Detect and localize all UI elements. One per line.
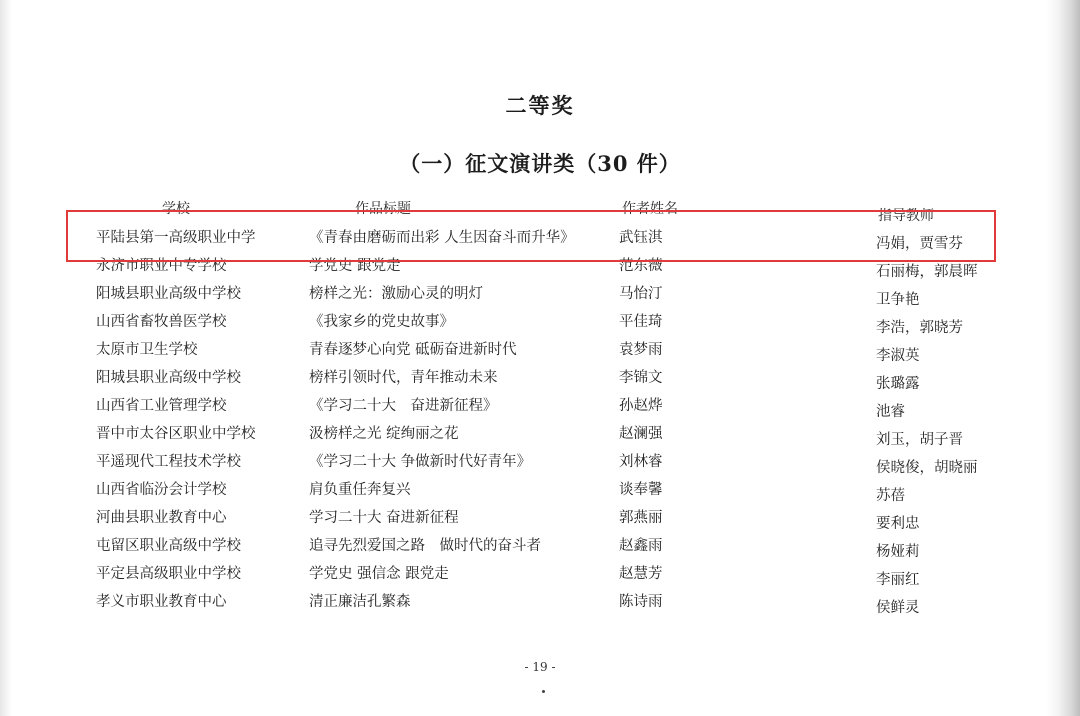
award-table <box>0 226 1080 618</box>
cell-author: 武钰淇 <box>619 230 663 246</box>
header-title: 作品标题 <box>355 201 411 217</box>
cell-author: 孙赵烨 <box>619 398 663 414</box>
table-row <box>0 478 1080 506</box>
table-row <box>0 310 1080 338</box>
header-author: 作者姓名 <box>622 201 678 217</box>
cell-teacher: 李丽红 <box>876 572 920 588</box>
category-subtitle: （一）征文演讲类（30 件） <box>399 151 681 176</box>
cell-title: 肩负重任奔复兴 <box>309 482 411 498</box>
cell-title: 《我家乡的党史故事》 <box>309 314 454 330</box>
cell-author: 马怡汀 <box>619 286 663 302</box>
cell-author: 刘林睿 <box>619 454 663 470</box>
cell-school: 山西省工业管理学校 <box>96 398 227 414</box>
cell-school: 阳城县职业高级中学校 <box>96 370 241 386</box>
table-row <box>0 562 1080 590</box>
cell-teacher: 张璐露 <box>876 376 920 392</box>
cell-author: 李锦文 <box>619 370 663 386</box>
cell-author: 平佳琦 <box>619 314 663 330</box>
cell-school: 平定县高级职业中学校 <box>96 566 241 582</box>
cell-school: 河曲县职业教育中心 <box>96 510 227 526</box>
cell-author: 谈奉馨 <box>619 482 663 498</box>
table-row <box>0 506 1080 534</box>
cell-teacher: 刘玉，胡子晋 <box>876 432 963 448</box>
table-row <box>0 366 1080 394</box>
cell-title: 学党史 强信念 跟党走 <box>309 566 449 582</box>
cell-teacher: 杨娅莉 <box>876 544 920 560</box>
table-row <box>0 534 1080 562</box>
cell-author: 赵鑫雨 <box>619 538 663 554</box>
cell-school: 永济市职业中专学校 <box>96 258 227 274</box>
table-row <box>0 282 1080 310</box>
cell-school: 太原市卫生学校 <box>96 342 198 358</box>
cell-author: 赵慧芳 <box>619 566 663 582</box>
cell-school: 平遥现代工程技术学校 <box>96 454 241 470</box>
table-row <box>0 450 1080 478</box>
cell-school: 阳城县职业高级中学校 <box>96 286 241 302</box>
cell-title: 《学习二十大 争做新时代好青年》 <box>309 454 532 470</box>
cell-title: 《学习二十大 奋进新征程》 <box>309 398 498 414</box>
cell-author: 范东薇 <box>619 258 663 274</box>
cell-teacher: 苏蓓 <box>876 488 905 504</box>
award-title: 二等奖 <box>505 93 575 118</box>
cell-school: 平陆县第一高级职业中学 <box>96 230 256 246</box>
cell-teacher: 卫争艳 <box>876 292 920 308</box>
cell-teacher: 李浩，郭晓芳 <box>876 320 963 336</box>
cell-school: 山西省畜牧兽医学校 <box>96 314 227 330</box>
table-row <box>0 590 1080 618</box>
page-number: - 19 - <box>524 660 556 674</box>
cell-teacher: 侯晓俊，胡晓丽 <box>876 460 978 476</box>
cell-title: 学党史 跟党走 <box>309 258 401 274</box>
table-row <box>0 338 1080 366</box>
cell-school: 山西省临汾会计学校 <box>96 482 227 498</box>
table-row <box>0 394 1080 422</box>
cell-teacher: 侯鲜灵 <box>876 600 920 616</box>
cell-title: 青春逐梦心向党 砥砺奋进新时代 <box>309 342 517 358</box>
cell-title: 追寻先烈爱国之路 做时代的奋斗者 <box>309 538 541 554</box>
cell-school: 孝义市职业教育中心 <box>96 594 227 610</box>
header-school: 学校 <box>162 201 190 217</box>
cell-teacher: 李淑英 <box>876 348 920 364</box>
cell-author: 赵澜强 <box>619 426 663 442</box>
cell-author: 陈诗雨 <box>619 594 663 610</box>
cell-author: 袁梦雨 <box>619 342 663 358</box>
cell-teacher: 池睿 <box>876 404 905 420</box>
cell-school: 屯留区职业高级中学校 <box>96 538 241 554</box>
cell-title: 汲榜样之光 绽绚丽之花 <box>309 426 459 442</box>
cell-teacher: 石丽梅，郭晨晖 <box>876 264 978 280</box>
cell-title: 榜样引领时代，青年推动未来 <box>309 370 498 386</box>
cell-teacher: 要利忠 <box>876 516 920 532</box>
cell-title: 清正廉洁孔繁森 <box>309 594 411 610</box>
header-teacher: 指导教师 <box>878 208 934 224</box>
cell-teacher: 冯娟，贾雪芬 <box>876 236 963 252</box>
cell-title: 《青春由磨砺而出彩 人生因奋斗而升华》 <box>309 230 575 246</box>
cell-title: 学习二十大 奋进新征程 <box>309 510 459 526</box>
cell-school: 晋中市太谷区职业中学校 <box>96 426 256 442</box>
table-row <box>0 422 1080 450</box>
cell-title: 榜样之光：激励心灵的明灯 <box>309 286 483 302</box>
highlight-box <box>66 210 996 262</box>
scan-speck <box>542 690 545 693</box>
cell-author: 郭燕丽 <box>619 510 663 526</box>
